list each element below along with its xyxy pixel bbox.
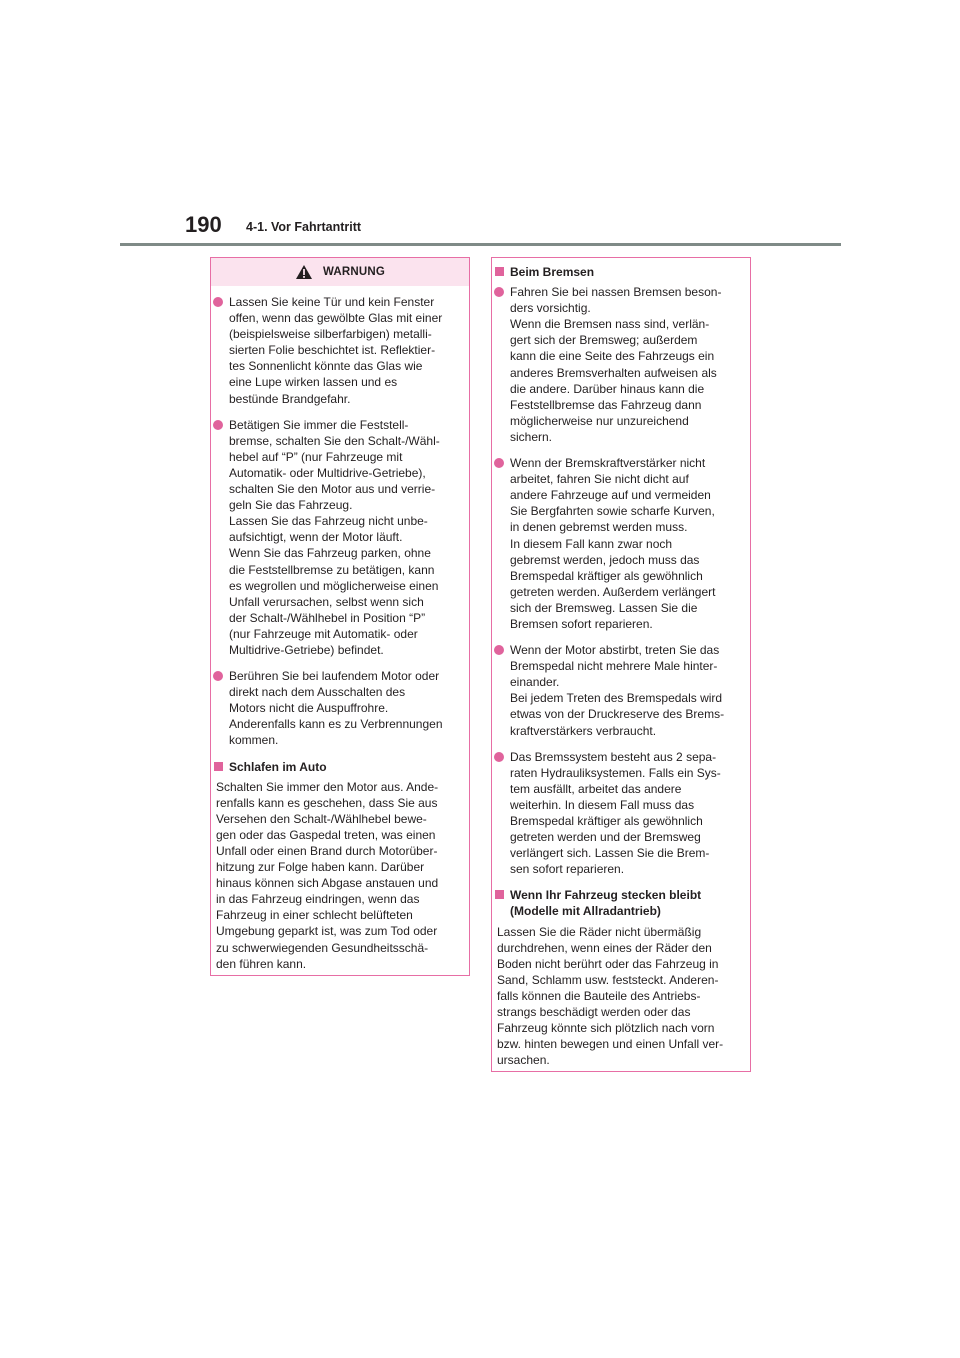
section-heading-sleeping bbox=[211, 759, 469, 775]
list-item-text: Berühren Sie bei laufendem Motor oder direkt nach dem Ausschalten des Motors nicht die Auspuffrohre. Anderenfalls kann es zu Verbrennungen kommen. bbox=[229, 669, 443, 748]
warning-header bbox=[211, 258, 469, 286]
list-item bbox=[211, 294, 469, 407]
list-item bbox=[492, 749, 750, 878]
bullet-dot-icon bbox=[494, 645, 504, 655]
section-heading-braking bbox=[492, 264, 750, 280]
warning-title: WARNUNG bbox=[322, 266, 386, 278]
header-rule bbox=[120, 243, 841, 246]
list-item-text: Lassen Sie keine Tür und kein Fenster offen, wenn das gewölbte Glas mit einer (beispielsweise silberfarbigen) metalli- sierten Folie beschichtet ist. Reflektier- tes Sonnenlicht könnte das Glas wie eine Lupe wirken lassen und es bestünde Brandgefahr. bbox=[229, 295, 443, 406]
bullet-dot-icon bbox=[494, 287, 504, 297]
warning-box bbox=[210, 257, 470, 976]
paragraph bbox=[492, 924, 750, 1069]
warning-triangle-icon bbox=[295, 264, 313, 280]
list-item-text: Wenn der Motor abstirbt, treten Sie das Bremspedal nicht mehrere Male hinter- einander. Bei jedem Treten des Bremspedals wird etwas von der Druckreserve des Brems- kraftverstärkers verbraucht. bbox=[510, 643, 725, 738]
page-number: 190 bbox=[185, 212, 222, 237]
paragraph-text: Schalten Sie immer den Motor aus. Ande- renfalls kann es geschehen, dass Sie aus Versehen den Schalt-/Wählhebel bewe- gen oder das Gaspedal treten, was einen Unfall oder einen Brand durch Motorüber- hitzung zur Folge haben kann. Darüber hinaus können sich Abgase anstauen und in das Fahrzeug eindringen, wenn das Fahrzeug in einer schlecht belüfteten Umgebung geparkt ist, was zum Tod oder zu schwerwiegenden Gesundheitsschä- den führen kann. bbox=[216, 779, 439, 971]
paragraph bbox=[211, 779, 469, 972]
section-heading-stuck bbox=[492, 887, 750, 919]
list-item bbox=[211, 417, 469, 658]
bullet-dot-icon bbox=[213, 420, 223, 430]
list-item bbox=[492, 642, 750, 739]
heading-text: Beim Bremsen bbox=[510, 265, 595, 279]
list-item-text: Betätigen Sie immer die Feststell- bremse, schalten Sie den Schalt-/Wähl- hebel auf “P” (nur Fahrzeuge mit Automatik- oder Multidrive-Getriebe), schalten Sie den Motor aus und verrie- geln Sie das Fahrzeug. Lassen Sie das Fahrzeug nicht unbe- aufsichtigt, wenn der Motor läuft. Wenn Sie das Fahrzeug parken, ohne die Feststellbremse zu betätigen, kann es wegrollen und möglicherweise einen Unfall verursachen, selbst wenn sich der Schalt-/Wählhebel in Position “P” (nur Fahrzeuge mit Automatik- oder Multidrive-Getriebe) befindet. bbox=[229, 417, 440, 657]
bullet-dot-icon bbox=[213, 671, 223, 681]
list-item-text: Das Bremssystem besteht aus 2 sepa- raten Hydrauliksystemen. Falls ein Sys- tem ausfällt, arbeitet das andere weiterhin. In diesem Fall muss das Bremspedal kräftiger als gewöhnlich getreten werden und der Bremsweg verlängert sich. Lassen Sie die Brem- sen sofort reparieren. bbox=[510, 749, 721, 877]
warning-content bbox=[211, 294, 469, 982]
list-item-text: Wenn der Bremskraftverstärker nicht arbeitet, fahren Sie nicht dicht auf andere Fahrzeuge auf und vermeiden Sie Bergfahrten sowie scharfe Kurven, in denen gebremst werden muss. In diesem Fall kann zwar noch gebremst werden, jedoch muss das Bremspedal kräftiger als gewöhnlich getreten werden. Außerdem verlängert sich der Bremsweg. Lassen Sie die Bremsen sofort reparieren. bbox=[510, 456, 716, 631]
info-content bbox=[492, 264, 750, 1078]
info-box bbox=[491, 257, 751, 1072]
bullet-dot-icon bbox=[494, 458, 504, 468]
list-item-text: Fahren Sie bei nassen Bremsen beson- ders vorsichtig. Wenn die Bremsen nass sind, verlän- gert sich der Bremsweg; außerdem kann die eine Seite des Fahrzeugs ein anderes Bremsverhalten aufweisen als die andere. Darüber hinaus kann die Feststellbremse das Fahrzeug dann möglicherweise nur unzureichend sichern. bbox=[510, 285, 722, 444]
paragraph-text: Lassen Sie die Räder nicht übermäßig durchdrehen, wenn eines der Räder den Boden nicht berührt oder das Fahrzeug in Sand, Schlamm usw. feststeckt. Anderen- falls können die Bauteile des Antriebs- strangs beschädigt werden oder das Fahrzeug könnte sich plötzlich nach vorn bzw. hinten bewegen und einen Unfall ver- ursachen. bbox=[497, 924, 724, 1068]
heading-text: Schlafen im Auto bbox=[229, 759, 327, 774]
list-item bbox=[492, 455, 750, 632]
square-bullet-icon bbox=[214, 762, 223, 771]
square-bullet-icon bbox=[495, 267, 504, 276]
bullet-dot-icon bbox=[213, 297, 223, 307]
list-item bbox=[211, 668, 469, 748]
square-bullet-icon bbox=[495, 890, 504, 899]
heading-text: Wenn Ihr Fahrzeug stecken bleibt (Modelle mit Allradantrieb) bbox=[510, 888, 702, 919]
bullet-dot-icon bbox=[494, 752, 504, 762]
list-item bbox=[492, 284, 750, 445]
section-title: 4-1. Vor Fahrtantritt bbox=[246, 220, 362, 234]
